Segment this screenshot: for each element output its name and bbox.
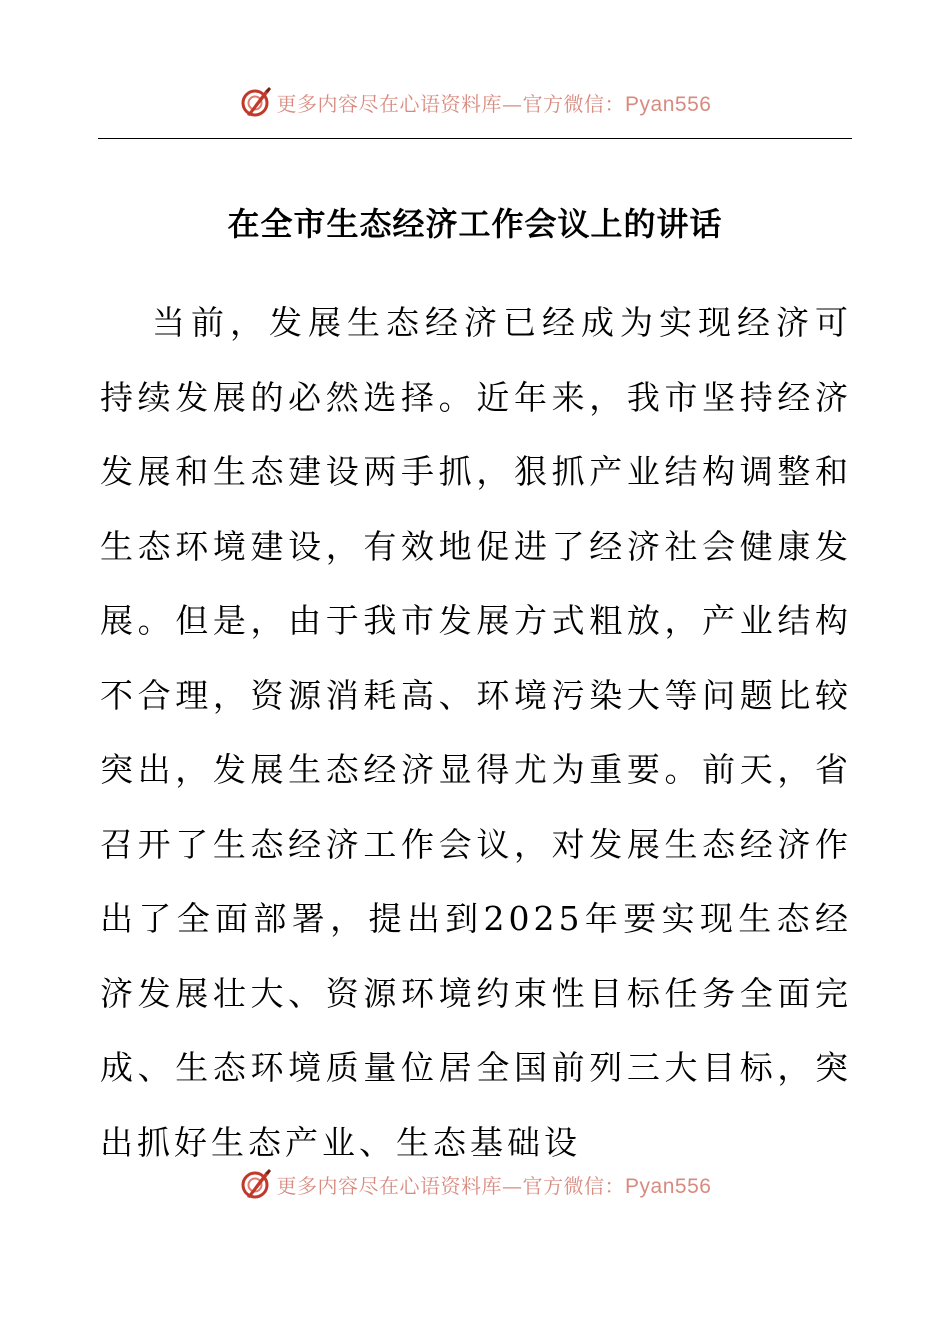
brush-pen-logo-icon [239, 1167, 273, 1201]
body-paragraph: 当前，发展生态经济已经成为实现经济可持续发展的必然选择。近年来，我市坚持经济发展和生态建设两手抓，狠抓产业结构调整和生态环境建设，有效地促进了经济社会健康发展。但是，由于我市发展方式粗放，产业结构不合理，资源消耗高、环境污染大等问题比较突出，发展生态经济显得尤为重要。前天，省召开了生态经济工作会议，对发展生态经济作出了全面部署，提出到2025年要实现生态经济发展壮大、资源环境约束性目标任务全面完成、生态环境质量位居全国前列三大目标，突出抓好生态产业、生态基础设 [100, 303, 852, 1162]
brush-pen-logo-icon [239, 85, 273, 119]
watermark-text: 更多内容尽在心语资料库—官方微信：Pyan556 [276, 1173, 712, 1198]
watermark-handle: Pyan556 [625, 92, 712, 116]
header-watermark [0, 80, 950, 124]
watermark-handle: Pyan556 [625, 1174, 712, 1198]
header-divider [98, 138, 852, 139]
document-title: 在全市生态经济工作会议上的讲话 [227, 205, 723, 243]
watermark-text: 更多内容尽在心语资料库—官方微信：Pyan556 [276, 91, 712, 116]
footer-watermark [0, 1162, 950, 1206]
